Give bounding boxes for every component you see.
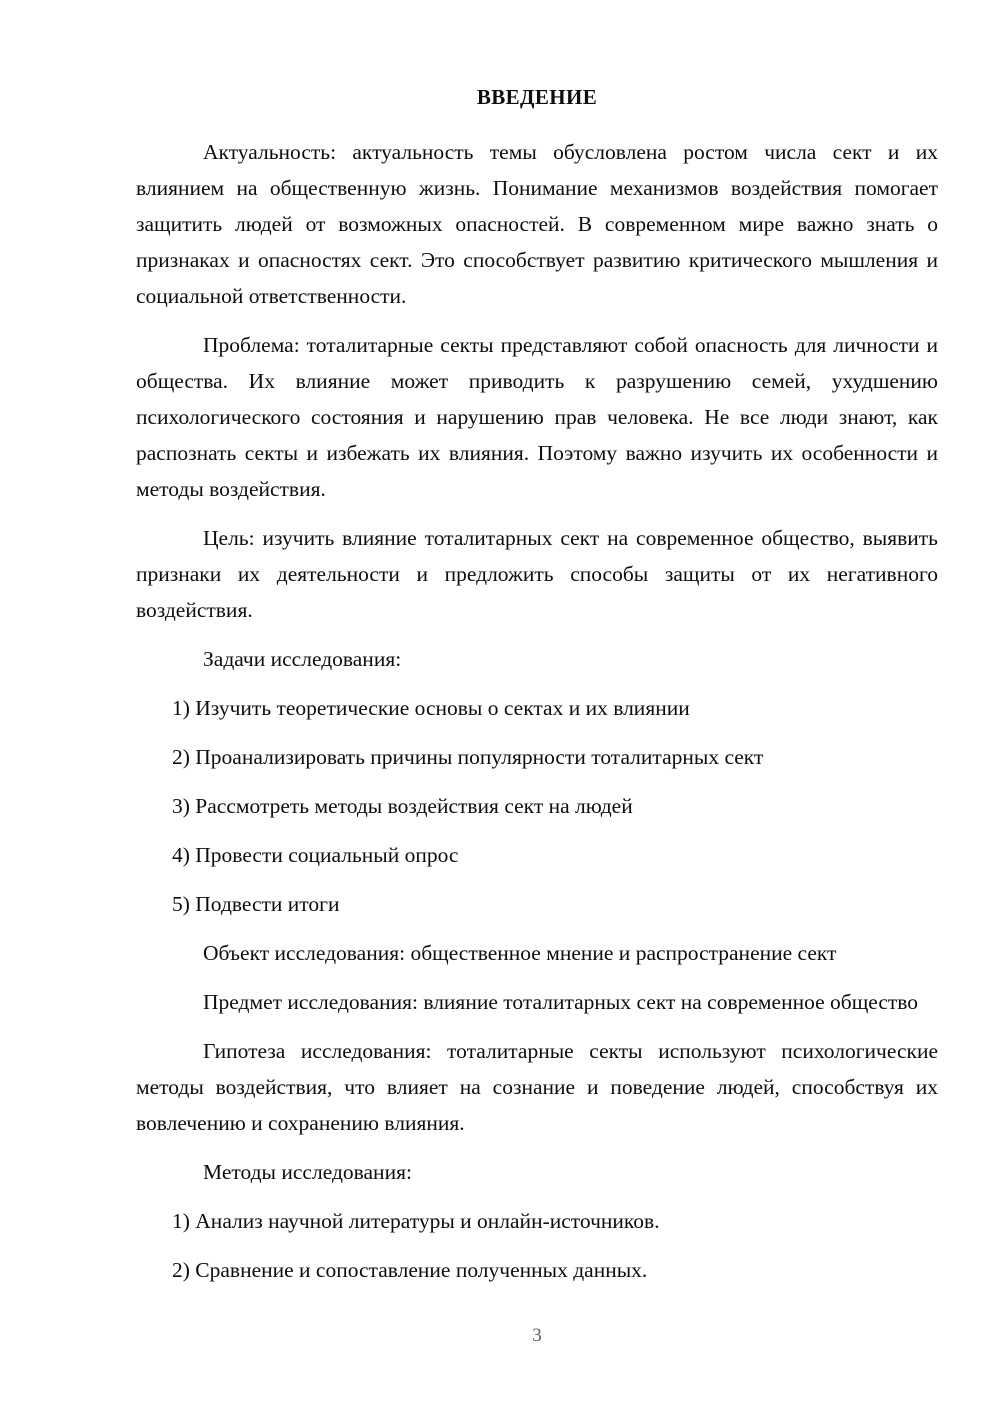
- list-item: 2) Проанализировать причины популярности тоталитарных сект: [172, 745, 764, 769]
- list-item: 1) Анализ научной литературы и онлайн-источников.: [172, 1209, 660, 1233]
- paragraph-hypothesis: Гипотеза исследования: тоталитарные секты используют психологические методы воздействия, что влияет на сознание и поведение людей, способствуя их вовлечению и сохранению влияния.: [136, 1039, 938, 1135]
- page-title: ВВЕДЕНИЕ: [476, 85, 598, 109]
- paragraph-relevance: Актуальность: актуальность темы обусловлена ростом числа сект и их влиянием на общественную жизнь. Понимание механизмов воздействия помогает защитить людей от возможных опасностей. В современном мире важно знать о признаках и опасностях сект. Это способствует развитию критического мышления и социальной ответственности.: [136, 140, 938, 308]
- list-item: 3) Рассмотреть методы воздействия сект на людей: [172, 794, 633, 818]
- list-item: 1) Изучить теоретические основы о сектах и их влиянии: [172, 696, 690, 720]
- list-item: 2) Сравнение и сопоставление полученных данных.: [172, 1258, 648, 1282]
- list-item: 4) Провести социальный опрос: [172, 843, 459, 867]
- list-item: 5) Подвести итоги: [172, 892, 340, 916]
- paragraph-object: Объект исследования: общественное мнение и распространение сект: [203, 941, 837, 965]
- methods-heading: Методы исследования:: [203, 1160, 412, 1184]
- tasks-heading: Задачи исследования:: [203, 647, 402, 671]
- paragraph-goal: Цель: изучить влияние тоталитарных сект на современное общество, выявить признаки их деятельности и предложить способы защиты от их негативного воздействия.: [136, 526, 938, 622]
- document-body: [136, 82, 938, 1301]
- methods-list: [136, 1203, 938, 1288]
- page-number: 3: [532, 1325, 542, 1346]
- tasks-list: [136, 690, 938, 922]
- paragraph-subject: Предмет исследования: влияние тоталитарных сект на современное общество: [203, 990, 919, 1014]
- paragraph-problem: Проблема: тоталитарные секты представляют собой опасность для личности и общества. Их влияние может приводить к разрушению семей, ухудшению психологического состояния и нарушению прав человека. Не все люди знают, как распознать секты и избежать их влияния. Поэтому важно изучить их особенности и методы воздействия.: [136, 333, 938, 501]
